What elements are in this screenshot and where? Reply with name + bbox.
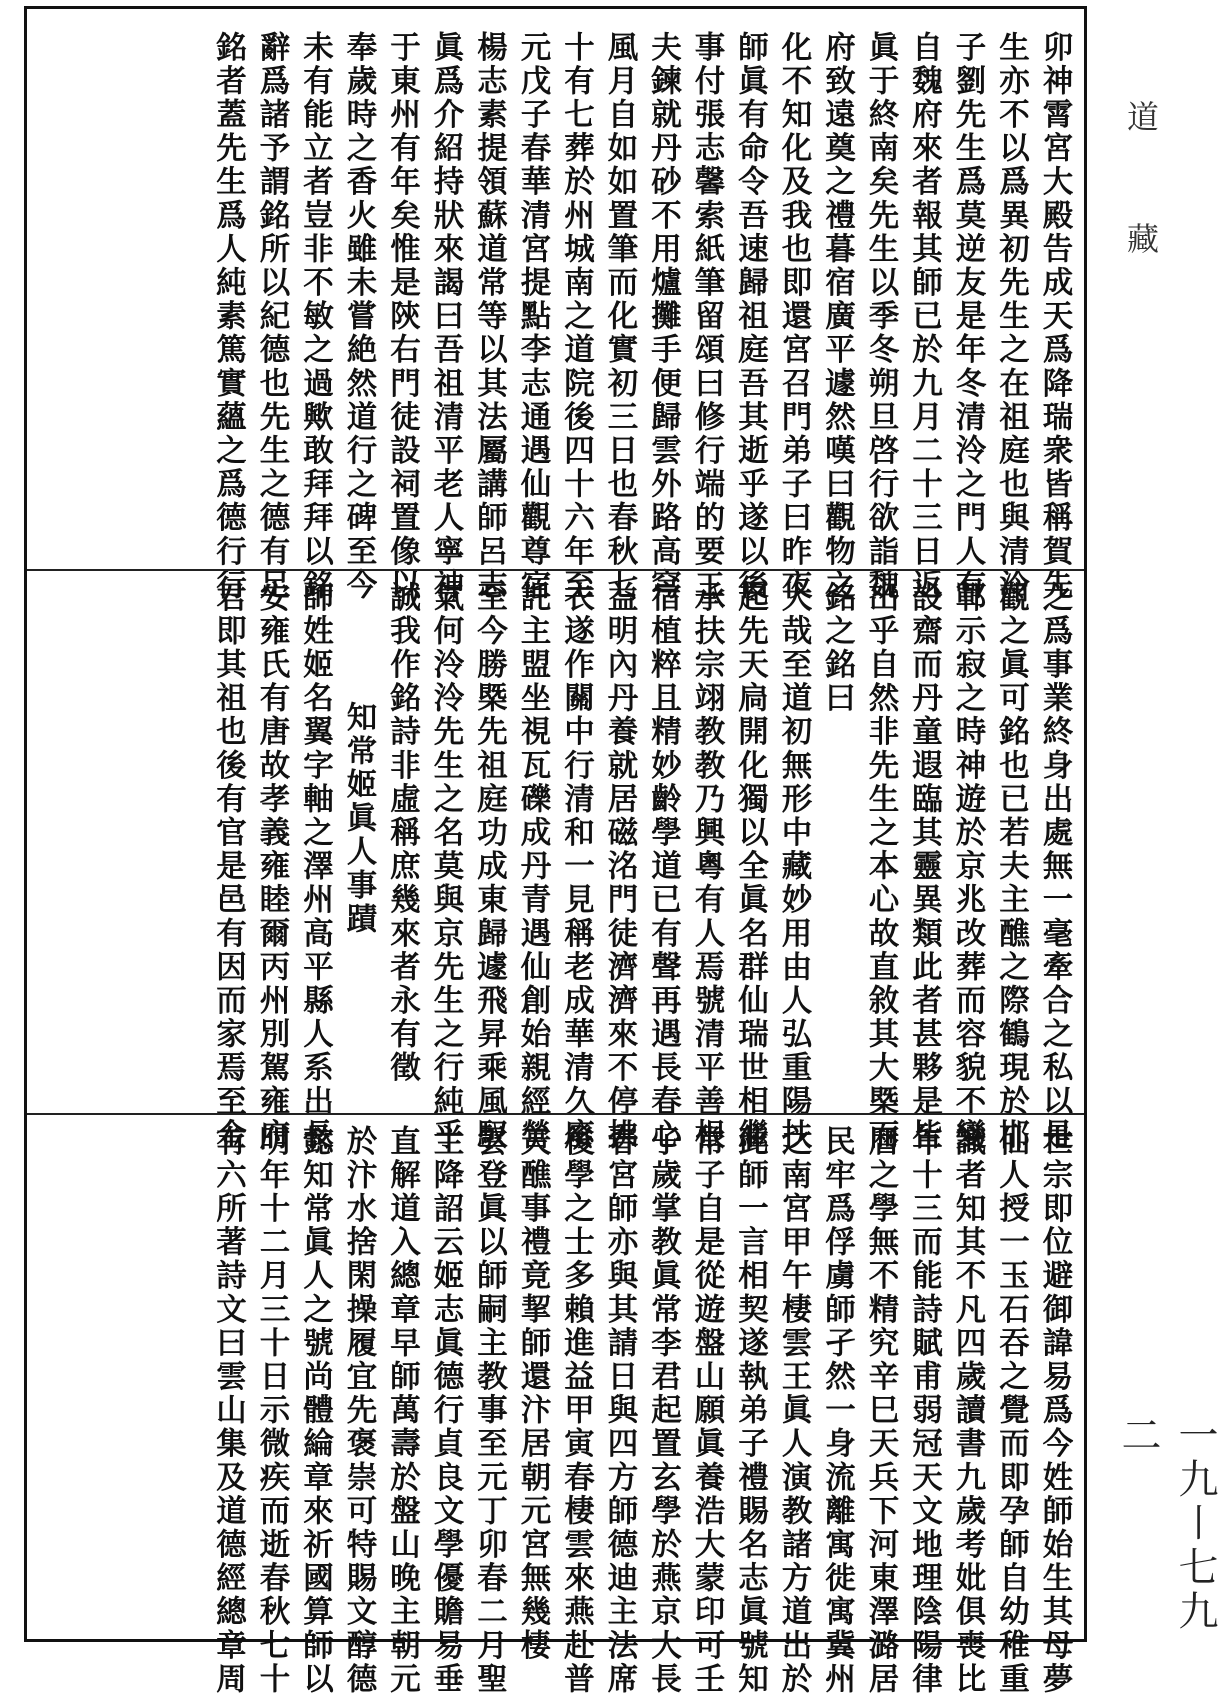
text-column: 仙人授一玉石吞之覺而即孕師自幼稚重 (993, 1125, 1030, 1696)
text-column: 衣遂作關中行清和一見稱老成華清久廢 (558, 581, 595, 1153)
text-column: 春宮師亦與其請日與四方師德迪主法席 (602, 1125, 638, 1696)
text-column: 常子自是從遊盤山願眞養浩大蒙印可壬 (689, 1125, 725, 1696)
text-column: 民牢爲俘虜師孑然一身流離寓徙寓冀州 (819, 1125, 856, 1696)
register-divider-upper (27, 569, 1084, 571)
text-column: 益明內丹養就居磁洺門徒濟濟來不停拂 (602, 581, 638, 1153)
text-column: 曆之學無不精究辛巳天兵下河東澤潞居 (863, 1125, 899, 1696)
text-column: 師姓姬名翼字軸之澤州高平縣人系出長 (297, 581, 334, 1153)
collection-title: 道藏 (1122, 100, 1160, 344)
text-column: 宿植粹且精妙齡學道已有聲再遇長春心 (645, 581, 682, 1153)
text-column: 自魏府來者報其師已於九月二十三日返 (906, 31, 943, 603)
text-column: 銘者蓋先生爲人純素篤實蘊之爲德行行 (210, 31, 247, 603)
text-column: 誠我作銘詩非虛稱庶幾來者永有徵 (384, 581, 421, 1085)
text-register-top (27, 31, 1084, 603)
text-column: 元戊子春華清宮提點李志通遇仙觀尊宿 (515, 31, 551, 603)
text-column: 銘之銘曰 (819, 581, 856, 716)
text-column: 設齋而丹童遐臨其靈異類此者甚夥是皆 (906, 581, 943, 1153)
text-column: 雲登眞以師嗣主教事至元丁卯春二月聖 (471, 1125, 508, 1696)
text-column: 知常姬眞人事蹟 (341, 701, 377, 937)
text-column: 懿知常眞人之號尚體綸章來祈國算師以 (297, 1125, 334, 1696)
text-column: 觀之眞可銘也已若夫主醮之際鶴現於邯 (993, 581, 1030, 1153)
text-column: 此師一言相契遂執弟子禮賜名志眞號知 (732, 1125, 769, 1696)
text-column: 氣何泠泠先生之名莫與京先生之行純乎 (428, 581, 464, 1153)
text-column: 楊志素提領蘇道常等以其法屬講師呂志 (471, 31, 508, 603)
text-column: 子劉先生爲莫逆友是年冬清泠之門人有 (950, 31, 986, 603)
page-number: 一九〡七九二 (1115, 1414, 1218, 1634)
text-column: 眞于終南矣先生以季冬朔旦啓行欲詣魏 (863, 31, 899, 603)
text-column: 後學之士多賴進益甲寅春棲雲來燕赴普 (558, 1125, 595, 1696)
text-column: 府致遠奠之禮暮宿廣平遽然嘆曰觀物之 (819, 31, 856, 603)
text-column: 生亦不以爲異初先生之在祖庭也與清泠 (993, 31, 1030, 603)
text-column: 事付張志馨索紙筆留頌曰修行端的要工 (689, 31, 725, 603)
text-column: 之爲事業終身出處無一毫牽合之私以是 (1037, 581, 1073, 1153)
text-column: 卯神霄宮大殿告成天爲降瑞衆皆稱賀先 (1037, 31, 1073, 603)
text-column: 託主盟坐視瓦礫成丹青遇仙創始親經營 (515, 581, 551, 1153)
text-column: 師眞有命令吾速歸祖庭吾其逝乎遂以後 (732, 31, 769, 603)
text-column: 鄲示寂之時神遊於京兆改葬而容貌不變 (950, 581, 986, 1153)
text-column: 承扶宗翊教教乃興粵有人焉號清平善根 (689, 581, 725, 1153)
text-column: 天醮事禮竟挈師還汴居朝元宮無幾棲 (515, 1125, 551, 1663)
text-column: 有六所著詩文曰雲山集及道德經總章周 (210, 1125, 247, 1696)
text-column: 起先天扃開化獨以全眞名群仙瑞世相繼 (732, 581, 769, 1153)
text-column: 之南宮甲午棲雲王眞人演教諸方道出於 (776, 1125, 812, 1696)
text-column: 安雍氏有唐故孝義雍睦爾丙州別駕雍府 (254, 581, 290, 1153)
text-column: 於汴水捨閑操履宜先褒崇可特賜文醇德 (341, 1125, 377, 1696)
text-register-bottom (27, 1125, 1084, 1696)
text-column: 大哉至道初無形中藏妙用由人弘重陽扶 (776, 581, 812, 1153)
text-column: 子歲掌教眞常李君起置玄學於燕京大長 (645, 1125, 682, 1696)
text-column: 識者知其不凡四歲讀書九歲考妣俱喪比 (950, 1125, 986, 1696)
text-column: 明年十二月三十日示微疾而逝春秋七十 (254, 1125, 290, 1696)
register-divider-lower (27, 1113, 1084, 1115)
text-column: 世宗即位避御諱易爲今姓師始生其母夢 (1037, 1125, 1073, 1696)
text-column: 主降詔云姬志眞德行貞良文學優贍易垂 (428, 1125, 464, 1696)
text-column: 風月自如如置筆而化實初三日也春秋七 (602, 31, 638, 603)
text-column: 君即其祖也後有官是邑有因而家焉至金 (210, 581, 247, 1153)
text-column: 奉歲時之香火雖未嘗絶然道行之碑至今 (341, 31, 377, 603)
text-column: 夫鍊就丹砂不用爐攤手便歸雲外路高穹 (645, 31, 682, 603)
text-column: 眞爲介紹持狀來謁曰吾祖清平老人寧神 (428, 31, 464, 603)
text-column: 化不知化及我也即還宮召門弟子曰昨夜 (776, 31, 812, 603)
text-column: 出乎自然非先生之本心故直敘其大槩而 (863, 581, 899, 1153)
text-column: 辭爲諸予謂銘所以紀德也先生之德有足 (254, 31, 290, 603)
text-register-middle (27, 581, 1084, 1153)
text-column: 至今勝槩先祖庭功成東歸遽飛昇乘風馭 (471, 581, 508, 1153)
text-column: 年十三而能詩賦甫弱冠天文地理陰陽律 (906, 1125, 943, 1696)
text-column: 于東州有年矣惟是陝右門徒設祠置像以 (384, 31, 421, 603)
text-column: 未有能立者豈非不敏之過歟敢拜拜以銘 (297, 31, 334, 603)
text-column: 十有七葬於州城南之道院後四十六年至 (558, 31, 595, 603)
text-column: 直解道入總章早師萬壽於盤山晚主朝元 (384, 1125, 421, 1696)
page-frame (24, 6, 1087, 1696)
